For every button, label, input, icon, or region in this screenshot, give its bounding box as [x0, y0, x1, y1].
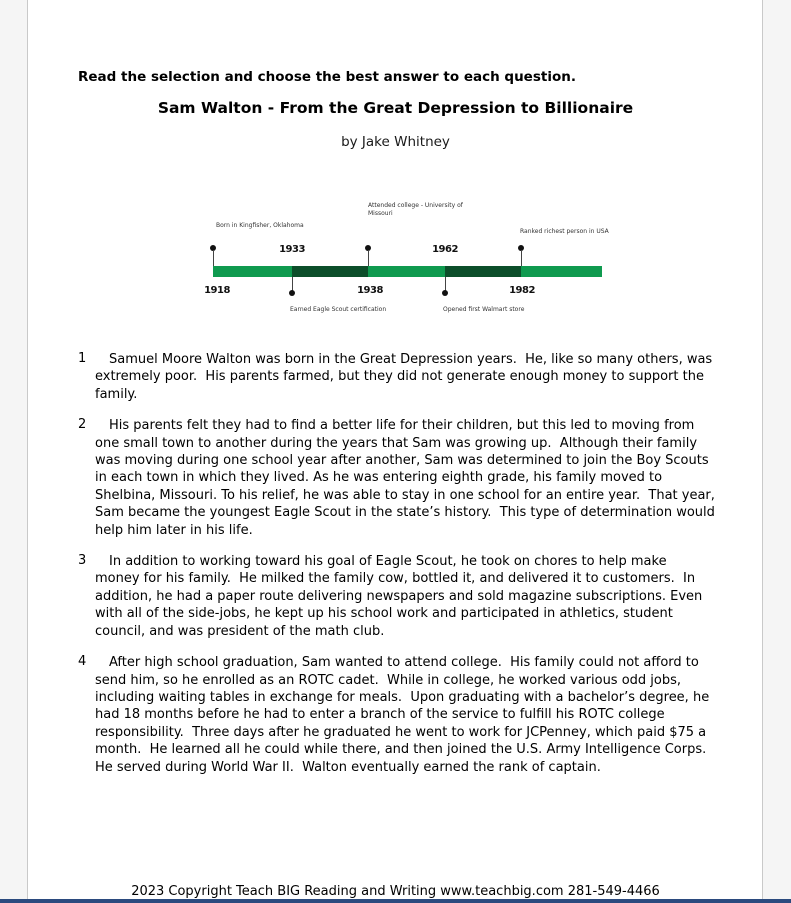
passage-body [78, 351, 723, 790]
timeline-bar [213, 266, 602, 277]
timeline-event-label-richest: Ranked richest person in USA [520, 228, 609, 235]
paragraph-number: 1 [78, 351, 87, 366]
paragraph-text: Samuel Moore Walton was born in the Great Depression years. He, like so many others, was extremely poor. His parents farmed, but they did not generate enough money to support the family. [95, 352, 717, 402]
paragraph-3 [78, 553, 723, 640]
timeline-year-1982: 1982 [509, 285, 535, 296]
timeline-segment-1918-1933 [213, 266, 292, 277]
timeline-marker-stem-1918 [213, 250, 214, 266]
timeline-segment-1933-1938 [292, 266, 368, 277]
paragraph-number: 2 [78, 417, 87, 433]
timeline-event-label-born: Born in Kingfisher, Oklahoma [216, 222, 304, 229]
timeline-marker-dot-1933 [289, 290, 295, 296]
timeline-year-1938: 1938 [357, 285, 383, 296]
timeline-marker-stem-1933 [292, 277, 293, 291]
page-footer: 2023 Copyright Teach BIG Reading and Writing www.teachbig.com 281-549-4466 [131, 884, 660, 899]
timeline-marker-stem-1982 [521, 250, 522, 266]
paragraph-text: His parents felt they had to find a better life for their children, but this led to moving from one small town to another during the years that Sam was growing up. Although their family was moving during one school year after another, Sam was determined to join the Boy Scouts in each town in which they lived. As he was entering eighth grade, his family moved to Shelbina, Missouri. To his relief, he was able to stay in one school for an entire year. That year, Sam became the youngest Eagle Scout in the state’s history. This type of determination would help him later in his life. [95, 418, 720, 538]
passage-title: Sam Walton - From the Great Depression to Billionaire [157, 99, 634, 117]
timeline-marker-dot-1962 [442, 290, 448, 296]
timeline-event-label-walmart: Opened first Walmart store [443, 306, 525, 313]
timeline-segment-1962-1982 [445, 266, 521, 277]
bottom-accent-bar [0, 899, 791, 903]
timeline-marker-stem-1962 [445, 277, 446, 291]
timeline-segment-after-1982 [521, 266, 602, 277]
paragraph-text: After high school graduation, Sam wanted to attend college. His family could not afford to send him, so he enrolled as an ROTC cadet. While in college, he worked various odd jobs, including waiting tables in exchange for meals. Upon graduating with a bachelor’s degree, he had 18 months before he had to enter a branch of the service to fulfill his ROTC college responsibility. Three days after he graduated he went to work for JCPenney, which paid $75 a month. He learned all he could while there, and then joined the U.S. Army Intelligence Corps. He served during World War II. Walton eventually earned the rank of captain. [95, 655, 715, 775]
paragraph-1 [78, 351, 723, 403]
paragraph-number: 4 [78, 654, 87, 670]
timeline-year-1918: 1918 [204, 285, 230, 296]
instruction-text: Read the selection and choose the best answer to each question. [78, 69, 576, 85]
paragraph-text: In addition to working toward his goal of Eagle Scout, he took on chores to help make money for his family. He milked the family cow, bottled it, and delivered it to customers. In addition, he had a paper route delivering newspapers and sold magazine subscriptions. Even with all of the side-jobs, he kept up his school work and participated in athletics, student council, and was president of the math club. [95, 554, 707, 639]
paragraph-2 [78, 417, 723, 539]
paragraph-number: 3 [78, 553, 87, 569]
timeline-year-1962: 1962 [432, 244, 458, 255]
timeline-marker-stem-1938 [368, 250, 369, 266]
timeline-event-label-college: Attended college - University of Missouri [368, 202, 463, 217]
timeline-event-label-eagle-scout: Earned Eagle Scout certification [290, 306, 387, 313]
paragraph-4 [78, 654, 723, 776]
timeline-year-1933: 1933 [279, 244, 305, 255]
passage-byline: by Jake Whitney [341, 134, 450, 150]
timeline-segment-1938-1962 [368, 266, 445, 277]
